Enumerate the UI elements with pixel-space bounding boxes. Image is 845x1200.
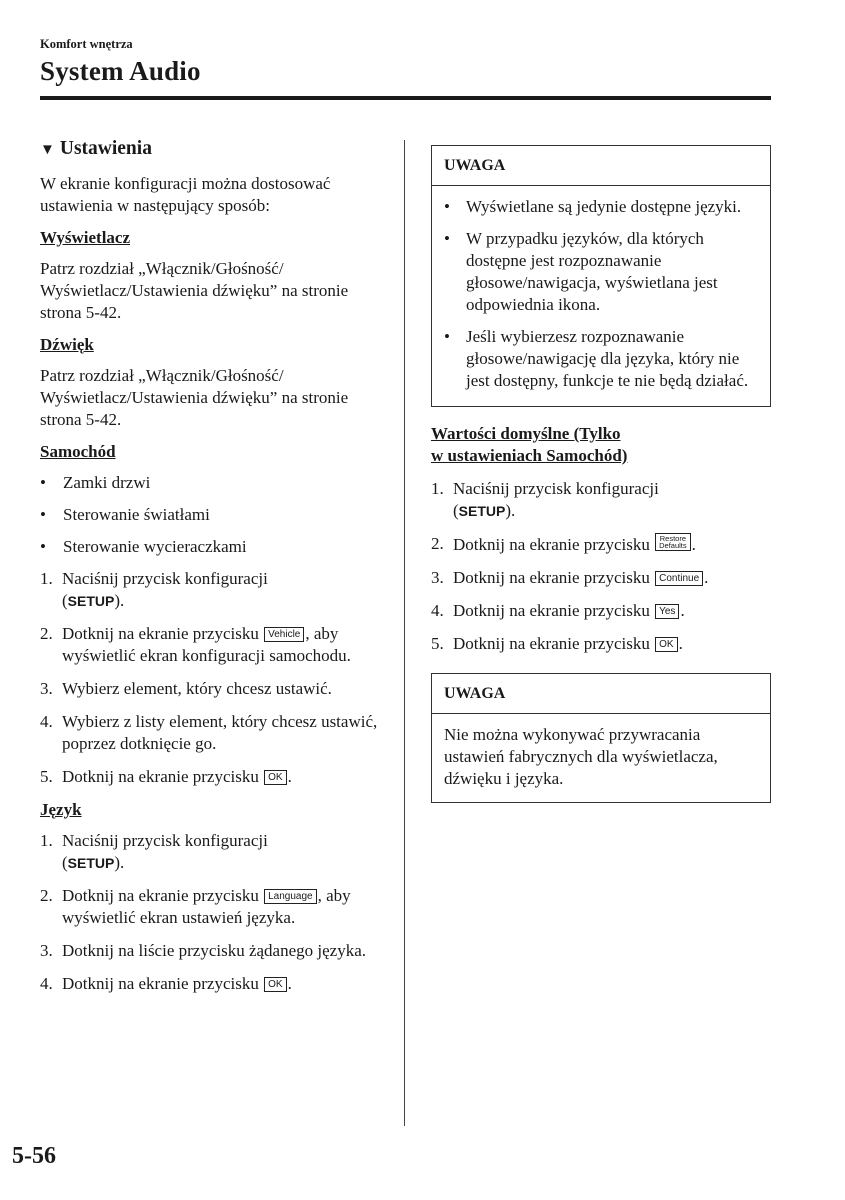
note-box-factory-reset (431, 673, 771, 803)
language-step-3 (40, 940, 392, 962)
step-number: 4. (40, 974, 53, 993)
button-line: Defaults (659, 541, 687, 550)
step-number: 4. (40, 712, 53, 731)
defaults-step-1 (431, 478, 771, 522)
section-label: Komfort wnętrza (40, 37, 133, 51)
continue-button: Continue (655, 571, 703, 586)
ok-button: OK (264, 977, 286, 992)
vehicle-step-1 (40, 568, 392, 612)
step-text: Naciśnij przycisk konfiguracji (62, 569, 268, 588)
step-text: Naciśnij przycisk konfiguracji (62, 831, 268, 850)
step-number: 2. (40, 886, 53, 905)
step-paren-open: ( (453, 501, 459, 520)
step-text: Dotknij na ekranie przycisku (453, 634, 650, 653)
defaults-step-5 (431, 633, 771, 655)
step-text: Dotknij na ekranie przycisku (453, 535, 650, 554)
step-text: Dotknij na ekranie przycisku (62, 974, 259, 993)
sound-subheading: Dźwięk (40, 335, 94, 354)
step-number: 1. (40, 569, 53, 588)
step-number: 2. (40, 624, 53, 643)
step-text: Naciśnij przycisk konfiguracji (453, 479, 659, 498)
step-text: Dotknij na ekranie przycisku (62, 886, 259, 905)
step-paren-open: ( (62, 591, 68, 610)
step-text: Dotknij na ekranie przycisku (453, 568, 650, 587)
step-text-after: , aby wyświetlić ekran konfiguracji samochodu. (62, 624, 351, 665)
note-bullets (444, 196, 758, 392)
settings-heading (40, 138, 392, 161)
ok-button: OK (655, 637, 677, 652)
setup-key: SETUP (67, 593, 115, 609)
ok-button: OK (264, 770, 286, 785)
step-paren-close: ). (114, 591, 125, 610)
note-body (432, 186, 770, 406)
step-number: 2. (431, 534, 444, 553)
defaults-subheading (431, 423, 771, 467)
intro-text: W ekranie konfiguracji można dostosować ustawienia w następujący sposób: (40, 174, 331, 215)
step-number: 5. (40, 767, 53, 786)
language-step-2 (40, 885, 392, 929)
step-paren-close: ). (505, 501, 516, 520)
note-title: UWAGA (432, 146, 770, 186)
language-step-1 (40, 830, 392, 874)
triangle-down-icon: ▼ (40, 142, 55, 158)
step-text: Dotknij na liście przycisku żądanego języka. (62, 941, 366, 960)
defaults-step-4 (431, 600, 771, 622)
step-text-after: . (704, 568, 709, 587)
vehicle-step-4 (40, 711, 392, 755)
list-item: • Sterowanie światłami (40, 504, 392, 526)
restore-defaults-button (655, 533, 691, 551)
note-body (432, 714, 770, 802)
page-title: System Audio (40, 56, 201, 86)
sound-text: Patrz rozdział „Włącznik/Głośność/ Wyświetlacz/Ustawienia dźwięku” na stronie strona 5-42. (40, 366, 349, 429)
list-item: • Wyświetlane są jedynie dostępne języki. (444, 196, 758, 218)
step-number: 3. (40, 941, 53, 960)
defaults-step-2 (431, 533, 771, 556)
list-item: • Jeśli wybierzesz rozpoznawanie głosowe/nawigację dla języka, który nie jest dostępny, funkcje te nie będą działać. (444, 326, 758, 392)
setup-key: SETUP (458, 503, 506, 519)
vehicle-button: Vehicle (264, 627, 304, 642)
step-paren-open: ( (62, 853, 68, 872)
step-text: Dotknij na ekranie przycisku (62, 624, 259, 643)
step-number: 3. (40, 679, 53, 698)
step-text: Wybierz element, który chcesz ustawić. (62, 679, 332, 698)
step-number: 1. (431, 479, 444, 498)
step-text-after: , aby wyświetlić ekran ustawień języka. (62, 886, 351, 927)
step-text: Dotknij na ekranie przycisku (62, 767, 259, 786)
defaults-subheading-line1: Wartości domyślne (Tylko (431, 424, 621, 443)
note-text: Nie można wykonywać przywracania ustawień fabrycznych dla wyświetlacza, dźwięku i języka. (444, 725, 718, 788)
step-number: 1. (40, 831, 53, 850)
list-item: • Sterowanie wycieraczkami (40, 536, 392, 558)
vehicle-bullets (40, 472, 392, 558)
title-rule (40, 96, 771, 100)
display-subheading: Wyświetlacz (40, 228, 131, 247)
left-column (40, 138, 392, 1006)
step-text-after: . (680, 601, 685, 620)
step-paren-close: ). (114, 853, 125, 872)
step-text-after: . (287, 767, 292, 786)
language-button: Language (264, 889, 317, 904)
step-text: Dotknij na ekranie przycisku (453, 601, 650, 620)
vehicle-step-5 (40, 766, 392, 788)
display-text: Patrz rozdział „Włącznik/Głośność/ Wyświetlacz/Ustawienia dźwięku” na stronie strona 5-42. (40, 259, 349, 322)
step-text-after: . (678, 634, 683, 653)
note-title: UWAGA (432, 674, 770, 714)
yes-button: Yes (655, 604, 679, 619)
defaults-subheading-line2: w ustawieniach Samochód) (431, 446, 628, 465)
button-line: Restore (659, 534, 686, 543)
list-item: • W przypadku języków, dla których dostępne jest rozpoznawanie głosowe/nawigacja, wyświetlana jest odpowiednia ikona. (444, 228, 758, 316)
note-box-languages (431, 145, 771, 407)
setup-key: SETUP (67, 855, 115, 871)
right-column (431, 145, 771, 819)
step-number: 3. (431, 568, 444, 587)
language-subheading: Język (40, 800, 82, 819)
settings-heading-label: Ustawienia (59, 138, 152, 159)
step-text-after: . (287, 974, 292, 993)
language-step-4 (40, 973, 392, 995)
list-item: • Zamki drzwi (40, 472, 392, 494)
step-text: Wybierz z listy element, który chcesz ustawić, poprzez dotknięcie go. (62, 712, 378, 753)
step-text-after: . (691, 535, 696, 554)
vehicle-subheading: Samochód (40, 442, 116, 461)
step-number: 5. (431, 634, 444, 653)
vehicle-step-3 (40, 678, 392, 700)
page-number: 5-56 (12, 1143, 56, 1169)
column-divider (404, 140, 405, 1126)
step-number: 4. (431, 601, 444, 620)
vehicle-step-2 (40, 623, 392, 667)
defaults-step-3 (431, 567, 771, 589)
